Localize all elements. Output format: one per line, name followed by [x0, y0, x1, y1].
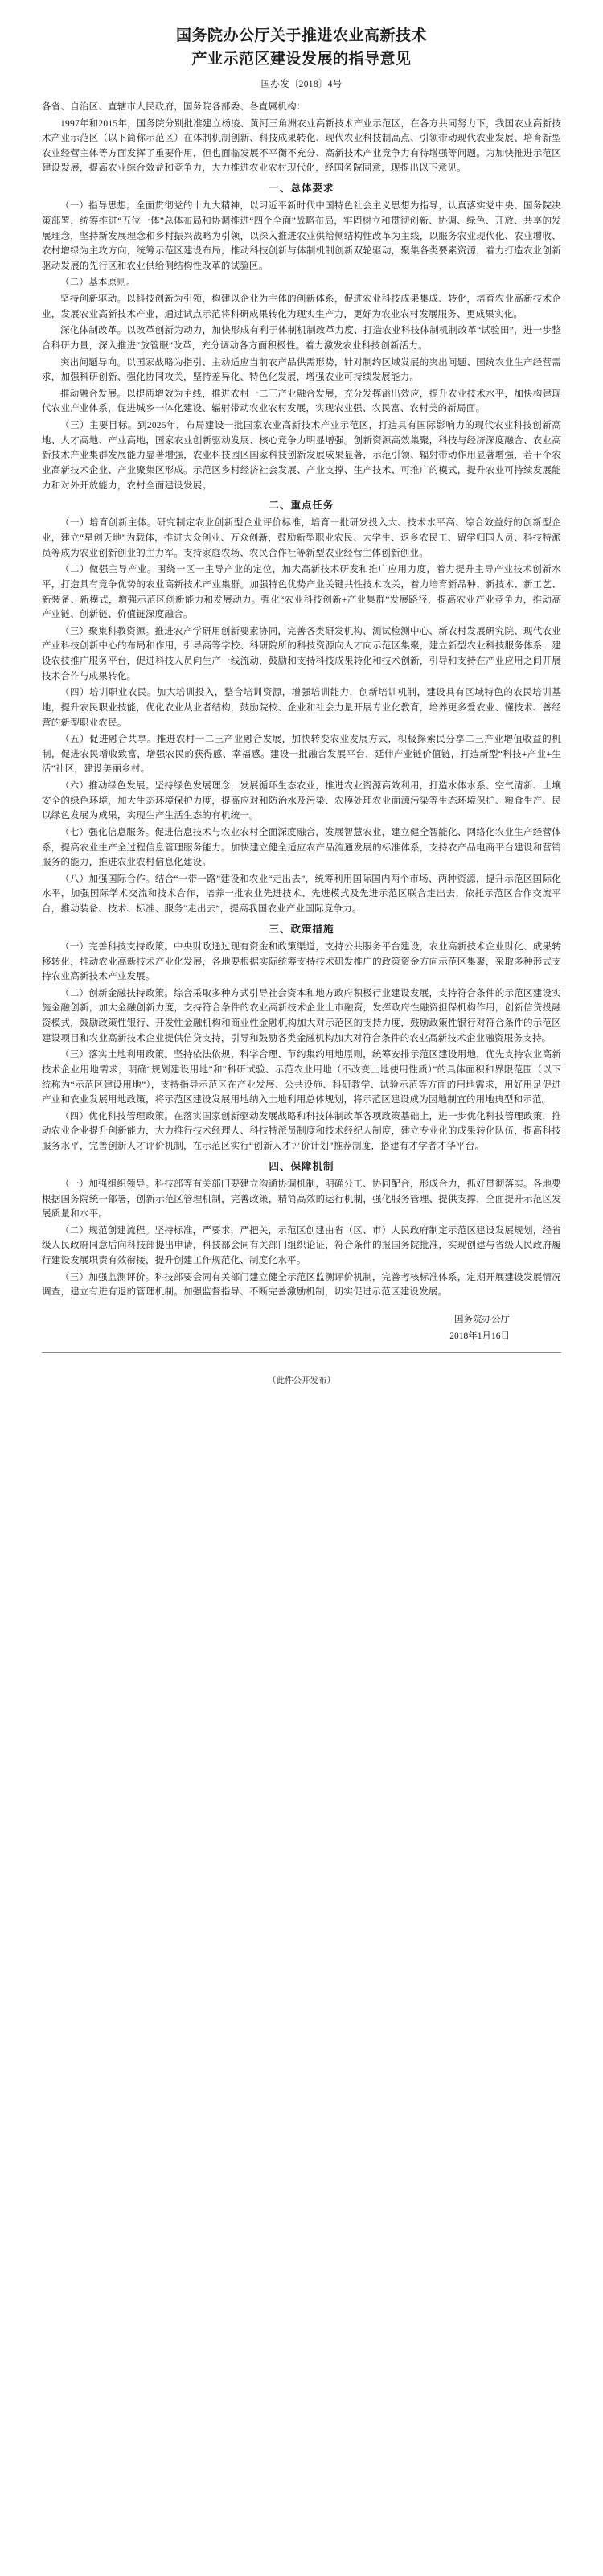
section-3-paragraph-3: （三）落实土地利用政策。坚持依法依规、科学合理、节约集约用地原则，统筹安排示范区建设用地，优先支持农业高新技术企业用地需求，明确“规划建设用地”和“科研试验、示范农业用地（不改变土地使用性质）”的具体面积和界限范围（以下统称为“示范区建设用地”），支持指导示范区在产业发展、公共设施、科研教学、试验示范等方面的用地需求，用好用足促进产业和农业发展用地政策，将示范区建设发展用地纳入土地利用总体规划，将示范区建设成为因地制宜的用地典型和示范。	[42, 1050, 561, 1105]
footer-divider	[42, 1352, 561, 1353]
section-3-paragraph-1: （一）完善科技支持政策。中央财政通过现有资金和政策渠道，支持公共服务平台建设，农业高新技术企业财化、成果转移转化，推动农业高新技术产业化发展，各地要根据实际统筹支持技术研发推广的政策资金方向示范区集聚，采取多种形式支持农业高新技术产业发展。	[42, 941, 561, 982]
section-heading-2: 二、重点任务	[269, 500, 334, 512]
document-number: 国办发〔2018〕4号	[260, 79, 343, 89]
preamble-paragraph: 1997年和2015年，国务院分别批准建立杨凌、黄河三角洲农业高新技术产业示范区，在各方共同努力下，我国农业高新技术产业示范区（以下简称示范区）在体制机制创新、科技成果转化、现代农业科技制高点、引领带动现代农业发展、培育新型农业经营主体等方面发挥了重要作用，但也面临发展不平衡不充分、高新技术产业竞争力有待增强等问题。为加快推进示范区建设发展，提高农业综合效益和竞争力，大力推进农业农村现代化，经国务院同意，现提出以下意见。	[42, 118, 561, 174]
section-2-paragraph-7: （七）强化信息服务。促进信息技术与农业农村全面深度融合，发展智慧农业，建立健全智能化、网络化农业生产经营体系，提高农业生产全过程信息管理服务能力。加快建立健全适应农产品流通发展的标准体系，支持农产品电商平台建设和营销服务的能力，推进农业农村信息化建设。	[42, 827, 561, 868]
section-1-paragraph-6: 推动融合发展。以提质增效为主线，推进农村一二三产业融合发展，充分发挥溢出效应，提升农业技术水平，加快构建现代农业产业体系，促进城乡一体化建设、辐射带动农业农村发展，实现农业强、农民富、农村美的新局面。	[42, 389, 561, 414]
section-1-paragraph-4: 深化体制改革。以改革创新为动力，加快形成有利于体制机制改革力度、打造农业科技体制机制改革“试验田”，进一步整合科研力量，深入推进“放管服”改革，充分调动各方面积极性。着力激发农业科技创新活力。	[42, 326, 561, 351]
section-1-paragraph-7: （三）主要目标。到2025年，布局建设一批国家农业高新技术产业示范区，打造具有国际影响力的现代农业科技创新高地、人才高地、产业高地，国家农业创新驱动发展、核心竞争力明显增强。创新资源高效集聚，科技与经济深度融合、农业高新技术产业集群发展能力显著增强，农业科技园区国家科技创新发展成果显著，示范引领、辐射带动作用显著增强，若干个农业高新技术企业、产业聚集区形成。示范区乡村经济社会发展、产业支撑、生产技术、可推广的模式，提升农业可持续发展能力和对外开放能力，农村全面建设发展。	[42, 421, 561, 491]
signature-block	[42, 1311, 561, 1344]
section-4-paragraph-1: （一）加强组织领导。科技部等有关部门要建立沟通协调机制，明确分工、协同配合，形成合力，抓好贯彻落实。各地要根据国务院统一部署，创新示范区管理机制，完善政策，精简高效的运行机制，强化服务管理、提供支撑，全面提升示范区发展质量和水平。	[42, 1179, 561, 1220]
section-4-paragraph-2: （二）规范创建流程。坚持标准，严要求，严把关，示范区创建由省（区、市）人民政府制定示范区建设发展规划，经省级人民政府同意后向科技部提出申请，科技部会同有关部门组织论证，符合条件的报国务院批准，实现创建与省级人民政府履行建设发展职责有效衔接，提升创建工作规范化、制度化水平。	[42, 1225, 561, 1265]
section-2-paragraph-8: （八）加强国际合作。结合“一带一路”建设和农业“走出去”，统筹利用国际国内两个市场、两种资源，提升示范区国际化水平，加强国际学术交流和技术合作，培养一批农业先进技术、先进模式及先进示范区联合走出去，依托示范区合作交流平台，推动装备、技术、标准、服务“走出去”，提高我国农业产业国际竞争力。	[42, 874, 561, 914]
section-2-paragraph-3: （三）聚集科教资源。推进农产学研用创新要素协同，完善各类研发机构、测试检测中心、新农村发展研究院、现代农业产业科技创新中心的布局和作用，引导高等学校、科研院所的科技资源向人才向示范区集聚，建立新型农业科技服务体系，建设农技推广服务平台，促进科技人员向生产一线流动，鼓励和支持科技成果转化和技术创新，引导和支持在产业应用之间开展技术合作与成果转化。	[42, 626, 561, 681]
section-heading-4: 四、保障机制	[269, 1160, 334, 1172]
section-1-paragraph-2: （二）基本原则。	[60, 278, 136, 288]
signature-organization: 国务院办公厅	[454, 1314, 510, 1324]
section-3-paragraph-4: （四）优化科技管理政策。在落实国家创新驱动发展战略和科技体制改革各项政策基础上，进一步优化科技管理政策，推动农业企业提升创新能力，大力推行技术经理人、科技特派员制度和技术经纪人制度，建立专业化的成果转化队伍，提高科技服务水平，完善创新人才评价机制，在示范区实行“创新人才评价计划”推荐制度，搭建有才学者才华平台。	[42, 1111, 561, 1151]
section-1-paragraph-5: 突出问题导向。以国家战略为指引、主动适应当前农产品供需形势，针对制约区域发展的突出问题、国统农业生产经营需求，加强科研创新、强化协同攻关，坚持差异化、特色化发展，增强农业可持续发展能力。	[42, 357, 561, 383]
section-2-paragraph-6: （六）推动绿色发展。坚持绿色发展理念，发展循环生态农业，推进农业资源高效利用，打造水体水系、空气清新、土壤安全的绿色环境，加大生态环境保护力度，提高应对和防治水及污染、农膜处理农业面源污染等生态环境保护、粮食生产、民以绿色发展为成果，实现生产生活生态的有机统一。	[42, 781, 561, 821]
section-1-paragraph-3: 坚持创新驱动。以科技创新为引领，构建以企业为主体的创新体系，促进农业科技成果集成、转化，培育农业高新技术企业，发展农业高新技术产业，通过试点示范将科研成果转化为现实生产力，更好为农业农村发展服务、更成果实化。	[42, 294, 561, 319]
section-3-paragraph-2: （二）创新金融扶持政策。综合采取多种方式引导社会资本和地方政府积极行业建设发展，支持符合条件的示范区建设实施金融创新，加大金融创新力度，支持符合条件的农业高新技术企业上市融资，发挥政府性融资担保机构作用，创新信贷投融资模式，鼓励政策性银行、开发性金融机构和商业性金融机构加大对示范区的支持力度，鼓励政策性银行对符合条件的示范区建设项目和农业高新技术企业提供信贷支持，引导和鼓励各类金融机构加大对符合条件的农业高新技术企业融资服务支持。	[42, 988, 561, 1043]
section-2-paragraph-1: （一）培育创新主体。研究制定农业创新型企业评价标准，培育一批研发投入大、技术水平高、综合效益好的创新型企业，建立“星创天地”为载体，推进大众创业、万众创新，鼓励新型职业农民、大学生、返乡农民工、留学归国人员、科技特派员等成为农业创新创业的主力军。支持家庭农场、农民合作社等新型农业经营主体创新创业。	[42, 518, 561, 558]
section-2-paragraph-2: （二）做强主导产业。围绕一区一主导产业的定位，加大高新技术研发和推广应用力度，着力提升主导产业技术创新水平，打造具有竞争优势的农业高新技术产业集群。加强特色优势产业关键共性技术攻关，着力培育新品种、新技术、新工艺、新装备、新模式，增强示范区创新能力和发展动力。强化“农业科技创新+产业集群”发展路径，提高农业产业竞争力，推动高产业链、创新链、价值链深度融合。	[42, 565, 561, 620]
section-1-paragraph-1: （一）指导思想。全面贯彻党的十九大精神，以习近平新时代中国特色社会主义思想为指导，认真落实党中央、国务院决策部署，统筹推进“五位一体”总体布局和协调推进“四个全面”战略布局，牢固树立和贯彻创新、协调、绿色、开放、共享的发展理念，坚持新发展理念和乡村振兴战略为引领，以深入推进农业供给侧结构性改革为主线，以服务农业现代化、农业增收、农村增绿为主攻方向，统筹示范区建设布局，推动科技创新与体制机制创新双轮驱动，聚集各类要素资源，着力打造农业创新驱动发展的先行区和农业供给侧结构性改革的试验区。	[42, 201, 561, 271]
recipients-line: 各省、自治区、直辖市人民政府，国务院各部委、各直属机构：	[42, 101, 306, 112]
section-heading-1: 一、总体要求	[269, 183, 334, 194]
document-title-line-1: 国务院办公厅关于推进农业高新技术	[175, 27, 427, 44]
section-2-paragraph-4: （四）培训职业农民。加大培训投入，整合培训资源，增强培训能力，创新培训机制，建设具有区域特色的农民培训基地，提升农民职业技能，优化农业从业者结构，鼓励院校、企业和社会力量开展专业化教育，培养更多爱农业、懂技术、善经营的新型职业农民。	[42, 688, 561, 728]
signature-date: 2018年1月16日	[449, 1331, 510, 1341]
document-title-line-2: 产业示范区建设发展的指导意见	[191, 51, 412, 68]
section-4-paragraph-3: （三）加强监测评价。科技部要会同有关部门建立健全示范区监测评价机制，完善考核标准体系，定期开展建设发展情况调查，建立有进有退的管理机制。加强监督指导、不断完善激励机制，切实促进示范区建设发展。	[42, 1272, 561, 1298]
publication-note: （此件公开发布）	[268, 1376, 335, 1386]
section-heading-3: 三、政策措施	[269, 923, 334, 935]
document-title	[42, 24, 561, 72]
section-2-paragraph-5: （五）促进融合共享。推进农村一二三产业融合发展，加快转变农业发展方式，积极探索民分享二三产业增值收益的机制，促进农民增收致富，增强农民的获得感、幸福感。建设一批融合发展平台，延伸产业链价值链，打造新型“科技+产业+生活”社区，建设美丽乡村。	[42, 735, 561, 775]
